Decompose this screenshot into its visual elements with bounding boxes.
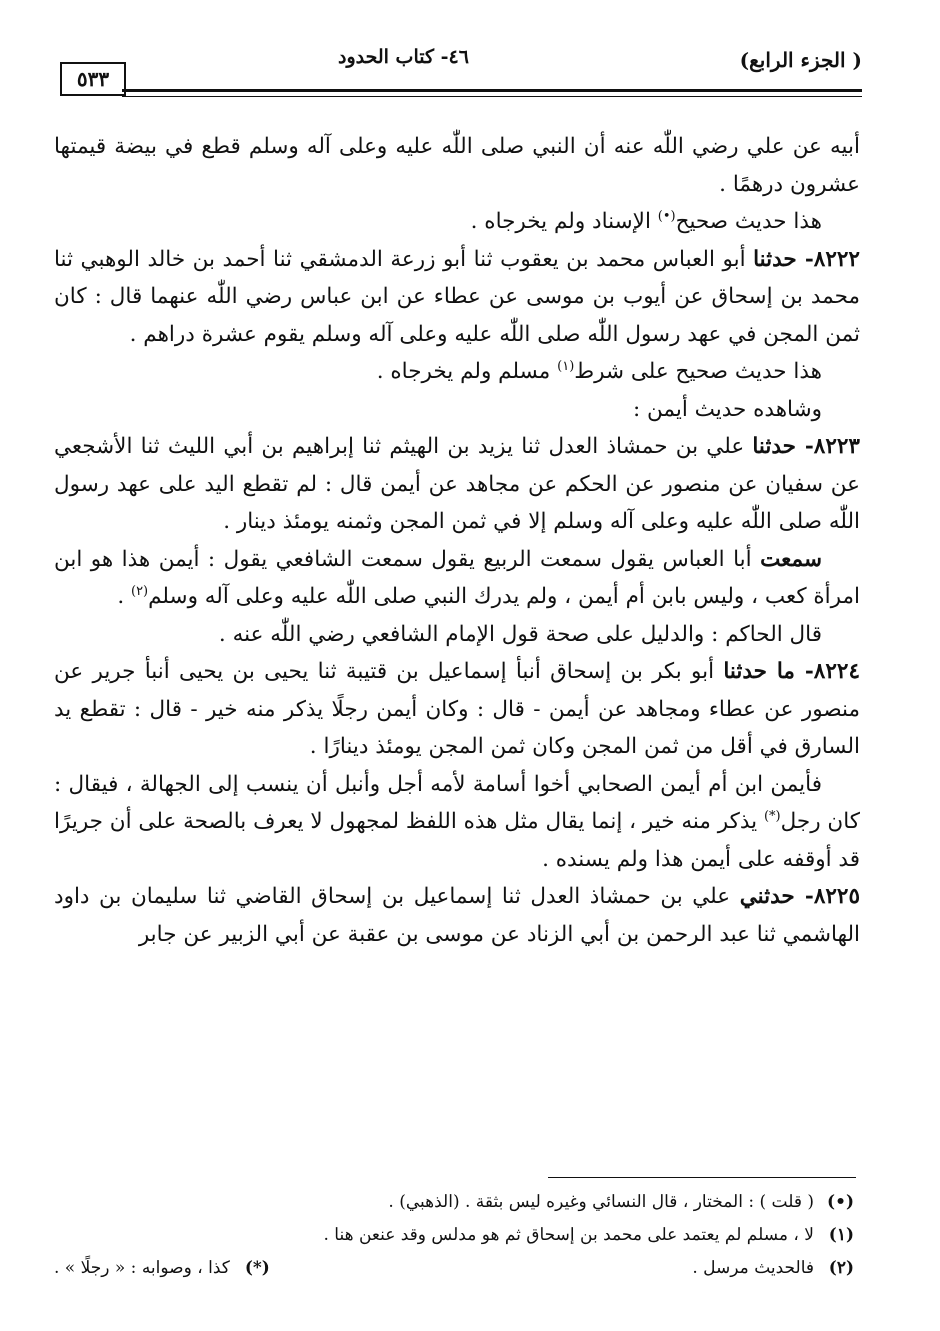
footnote-ref-dot: (•) (657, 208, 676, 224)
hadith-number: ٨٢٢٥- (804, 884, 861, 909)
hadith-8223 (54, 428, 860, 541)
paragraph-text-a: أبا العباس يقول سمعت الربيع يقول سمعت الشافعي يقول : أيمن هذا هو ابن امرأة كعب ، وليس بابن أم أيمن ، ولم يدرك النبي صلى اللّٰه عليه وعلى آله وسلم (54, 546, 860, 609)
hadith-text: علي بن حمشاذ العدل ثنا إسماعيل بن إسحاق القاضي ثنا سليمان بن داود الهاشمي ثنا عبد الرحمن بن أبي الزناد عن موسى بن عقبة عن أبي الزبير عن جابر (54, 884, 860, 947)
footnote-marker: (*) (244, 1258, 270, 1278)
footnote-separator (548, 1177, 856, 1178)
header-rule-thin (122, 96, 862, 97)
hadith-keyword: حدثنا (752, 434, 805, 459)
footnote-star (54, 1252, 270, 1285)
footnote-text: فالحديث مرسل . (692, 1258, 814, 1278)
paragraph-ruling-1 (54, 203, 860, 241)
footnote-row-last (54, 1252, 854, 1285)
paragraph-witness: وشاهده حديث أيمن : (632, 396, 822, 422)
hadith-keyword: ما حدثنا (723, 659, 805, 684)
footnotes (54, 1186, 854, 1285)
hadith-text: أبو العباس محمد بن يعقوب ثنا أبو زرعة الدمشقي ثنا أحمد بن خالد الوهبي ثنا محمد بن إسحاق عن أيوب بن موسى عن عطاء عن ابن عباس رضي اللّٰه عنهما قال : كان ثمن المجن في عهد رسول اللّٰه صلى اللّٰه عليه وعلى آله وسلم يقوم عشرة دراهم . (54, 246, 860, 347)
paragraph-keyword: سمعت (760, 546, 822, 572)
header-rule-thick (122, 89, 862, 92)
footnote-text: لا ، مسلم لم يعتمد على محمد بن إسحاق ثم هو مدلس وقد عنعن هنا . (323, 1225, 814, 1245)
footnote-marker: (١) (828, 1225, 854, 1245)
paragraph-text-b: . (117, 584, 131, 609)
paragraph-ayman (54, 766, 860, 879)
paragraph-ruling-2 (54, 353, 860, 391)
paragraph-shafii (54, 541, 860, 616)
paragraph-text-b: يذكر منه خير ، إنما يقال مثل هذه اللفظ لمجهول لا يعرف بالصحة على أن جريرًا قد أوقفه على أيمن هذا ولم يسنده . (54, 809, 860, 872)
paragraph-text-a: فأيمن ابن أم أيمن الصحابي أخوا أسامة لأمه أجل وأنبل أن ينسب إلى الجهالة ، فيقال : كان رجل (54, 771, 860, 834)
footnote-text: ( قلت ) : المختار ، قال النسائي وغيره ليس بثقة . (الذهبي) . (388, 1192, 814, 1212)
footnote-2 (692, 1252, 854, 1285)
ruling-text-a: هذا حديث صحيح (675, 209, 822, 234)
hadith-8222 (54, 241, 860, 354)
hadith-text: أبو بكر بن إسحاق أنبأ إسماعيل بن قتيبة ثنا يحيى بن يحيى أنبأ جرير عن منصور عن عطاء ومجاهد عن أيمن - قال : وكان أيمن رجلًا يذكر منه خير - قال : تقطع يد السارق في أقل من ثمن المجن وكان ثمن المجن يومئذ دينارًا . (54, 659, 860, 759)
ruling-text-b: الإسناد ولم يخرجاه . (470, 209, 658, 234)
hadith-text: علي بن حمشاذ العدل ثنا يزيد بن الهيثم ثنا إبراهيم بن أبي الليث ثنا الأشجعي عن سفيان عن منصور عن الحكم عن مجاهد عن أيمن قال : لم تقطع اليد على عهد رسول اللّٰه صلى اللّٰه عليه وعلى آله وسلم إلا في ثمن المجن وثمنه يومئذ دينار . (54, 434, 860, 534)
footnote-ref-star: (*) (763, 808, 781, 824)
hadith-number: ٨٢٢٣- (804, 434, 860, 459)
hadith-number: ٨٢٢٤- (804, 659, 860, 684)
hadith-keyword: حدثنا (753, 246, 805, 272)
hadith-keyword: حدثني (739, 884, 805, 909)
footnote-dot (54, 1186, 854, 1219)
hadith-8225 (54, 878, 860, 953)
chapter-title: ٤٦- كتاب الحدود (338, 46, 469, 68)
hadith-8224 (54, 653, 860, 766)
footnote-1 (54, 1219, 854, 1252)
footnote-text: كذا ، وصوابه : « رجلًا » . (54, 1258, 230, 1278)
footnote-marker: (٢) (828, 1258, 854, 1278)
paragraph-hakim: قال الحاكم : والدليل على صحة قول الإمام الشافعي رضي اللّٰه عنه . (218, 621, 822, 647)
volume-label: (الجزء الرابع ) (739, 48, 862, 72)
paragraph-continuation: أبيه عن علي رضي اللّٰه عنه أن النبي صلى اللّٰه عليه وعلى آله وسلم قطع في بيضة قيمتها عشرون درهمًا . (54, 134, 860, 197)
ruling-text-a: هذا حديث صحيح على شرط (574, 359, 822, 384)
hadith-number: ٨٢٢٢- (804, 246, 860, 272)
footnote-ref-2: (٢) (130, 583, 149, 599)
page-number: ٥٣٣ (60, 62, 126, 96)
page-header (58, 38, 862, 98)
footnote-ref-1: (١) (557, 358, 575, 374)
main-text (54, 128, 860, 953)
ruling-text-b: مسلم ولم يخرجاه . (376, 359, 558, 384)
footnote-marker: (•) (827, 1192, 854, 1212)
